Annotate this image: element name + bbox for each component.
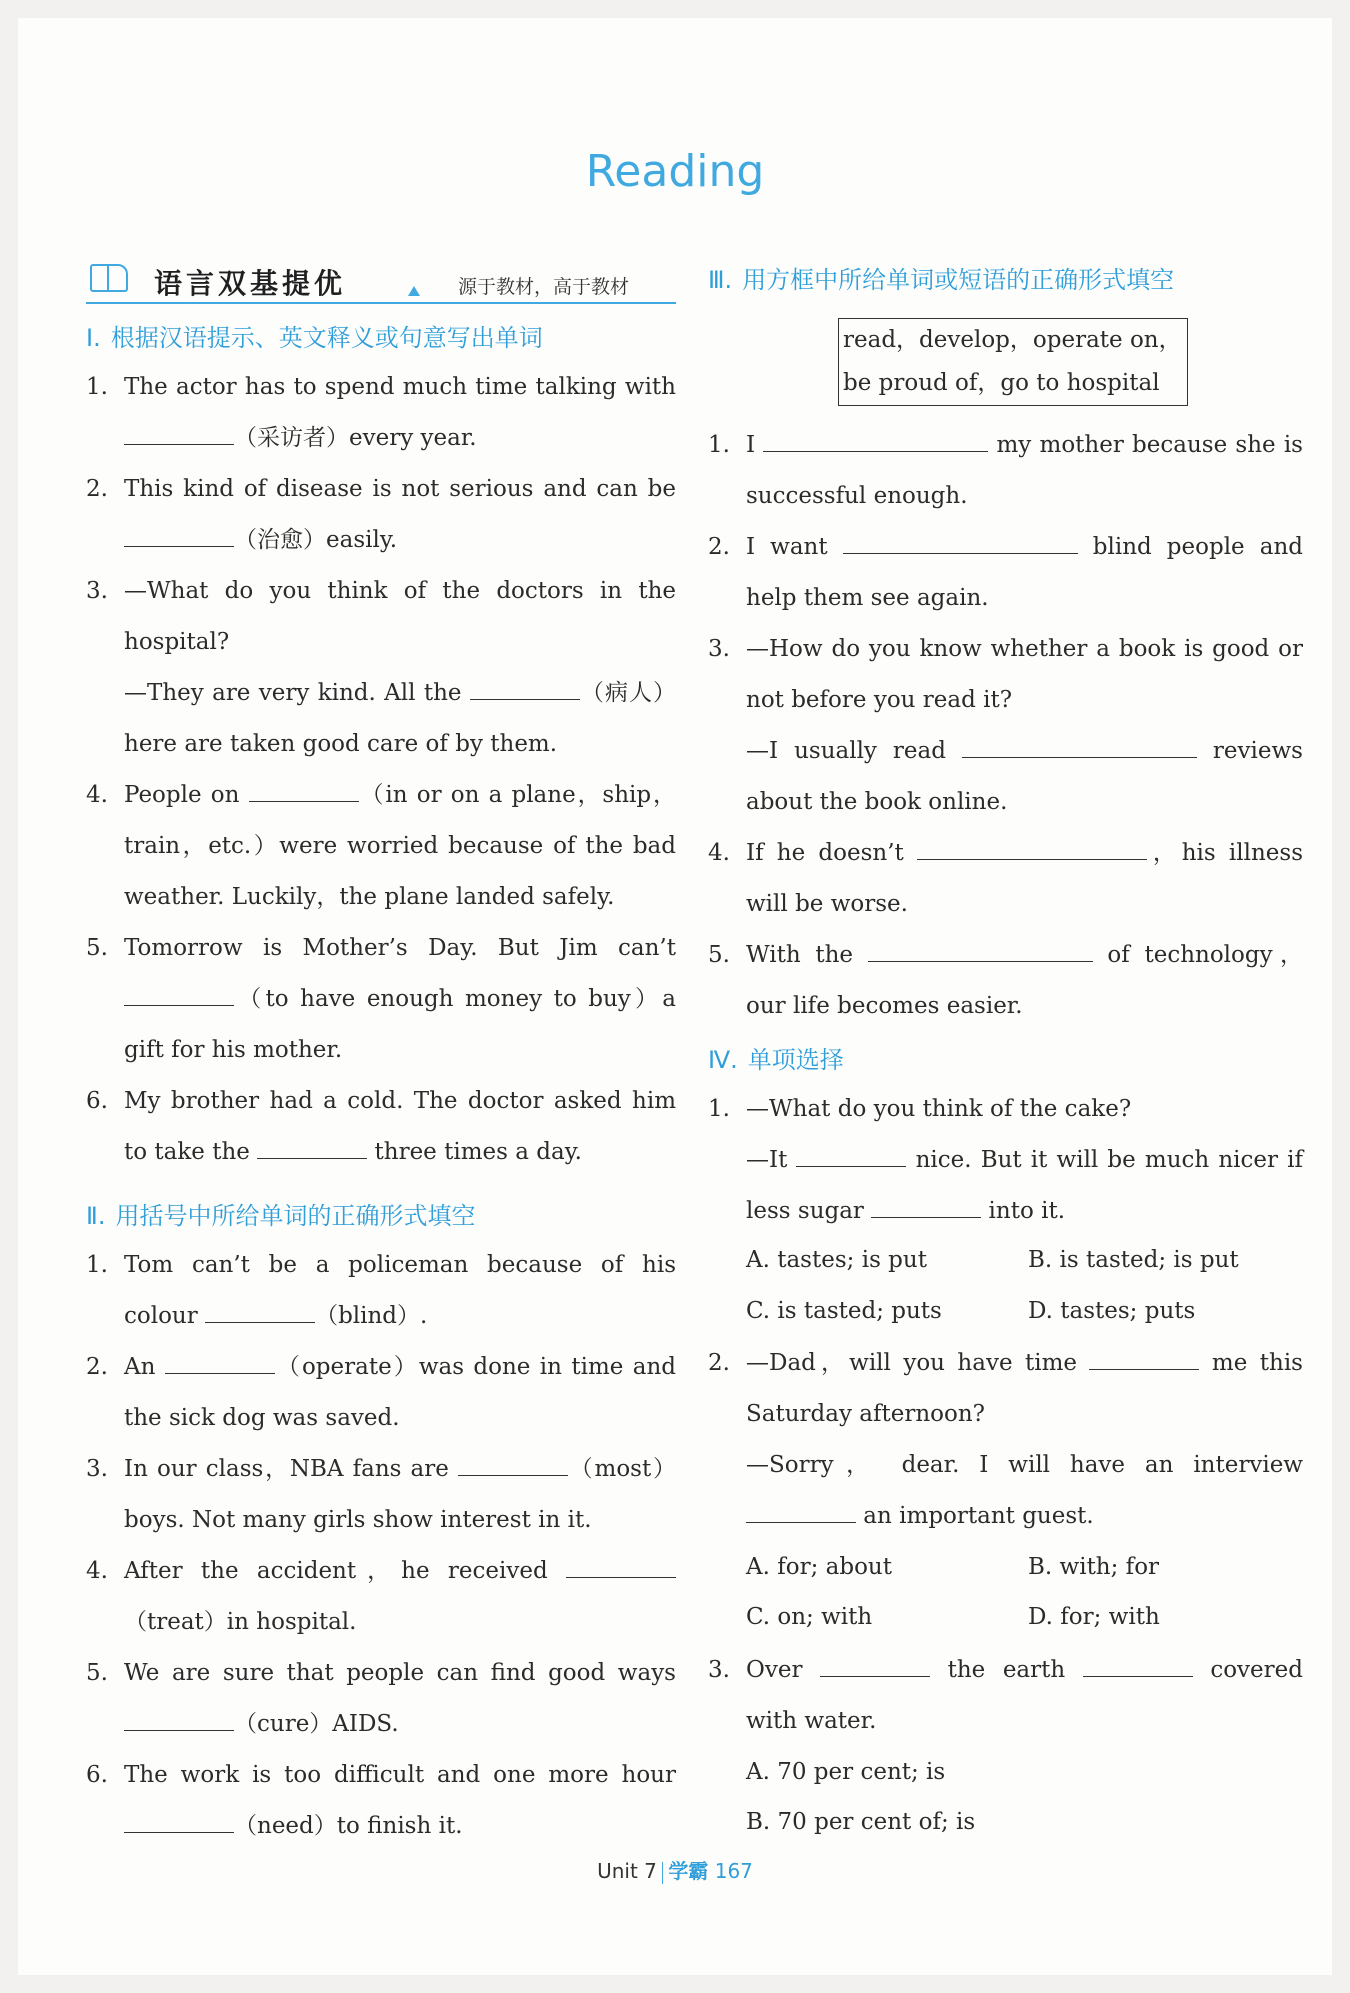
question-number: 1. (86, 1252, 108, 1278)
question-text: of technology，our life becomes easier. (746, 942, 1303, 1019)
question-number: 1. (86, 374, 108, 400)
question-text: An (124, 1354, 165, 1380)
question-number: 2. (708, 1350, 730, 1376)
mcq-question (708, 1338, 1303, 1542)
question (86, 770, 676, 923)
question-text: The work is too difficult and one more hour (124, 1762, 676, 1788)
question-text: —What do you think of the cake? (746, 1096, 1132, 1122)
question (86, 464, 676, 566)
question-number: 5. (86, 1660, 108, 1686)
page (18, 18, 1332, 1975)
option-a[interactable]: A. for; about (746, 1554, 892, 1580)
question (708, 930, 1303, 1032)
question-text: Tomorrow is Mother’s Day. But Jim can’t (124, 935, 676, 961)
question-text: If he doesn’t (746, 840, 917, 866)
question-number: 3. (86, 1456, 108, 1482)
section-2-heading (86, 1196, 475, 1231)
page-number: 167 (714, 1859, 753, 1883)
question-number: 3. (708, 1657, 730, 1683)
question-number: 3. (86, 578, 108, 604)
question-number: 4. (86, 782, 108, 808)
banner-title: 语言双基提优 (154, 267, 347, 300)
question-text: （病人）here are taken good care of by them. (124, 680, 677, 757)
question-number: 5. (708, 942, 730, 968)
section-1-heading (86, 318, 543, 353)
option-c[interactable]: C. on; with (746, 1604, 873, 1630)
section-number: Ⅳ. (708, 1046, 738, 1074)
answer-blank[interactable] (205, 1302, 315, 1323)
answer-blank[interactable] (566, 1557, 676, 1578)
word-box-line: be proud of，go to hospital (843, 370, 1160, 396)
question (86, 566, 676, 770)
answer-blank[interactable] (820, 1656, 930, 1677)
question-number: 3. (708, 636, 730, 662)
answer-blank[interactable] (868, 941, 1093, 962)
question-text: three times a day. (367, 1139, 582, 1165)
question (86, 1750, 676, 1852)
question-text: （采访者）every year. (234, 425, 477, 451)
question-text: —What do you think of the doctors in the hospital? (124, 578, 676, 655)
question-text: （treat）in hospital. (124, 1609, 357, 1635)
question-text: covered with water. (746, 1657, 1303, 1734)
answer-blank[interactable] (249, 781, 359, 802)
answer-blank[interactable] (763, 431, 988, 452)
question-text: （cure）AIDS. (234, 1711, 399, 1737)
question-number: 6. (86, 1088, 108, 1114)
answer-blank[interactable] (124, 526, 234, 547)
question-text: blind people and help them see again. (746, 534, 1303, 611)
question-number: 4. (86, 1558, 108, 1584)
answer-blank[interactable] (124, 985, 234, 1006)
question (86, 1546, 676, 1648)
answer-blank[interactable] (124, 424, 234, 445)
question-text: —How do you know whether a book is good or not before you read it? (746, 636, 1303, 713)
question (708, 828, 1303, 930)
question-text: （to have enough money to buy）a gift for his mother. (124, 986, 676, 1063)
answer-blank[interactable] (257, 1138, 367, 1159)
question-text: （in or on a plane，ship，train，etc.）were worried because of the bad weather. Luckily，the plane landed safely. (124, 782, 677, 910)
question-number: 4. (708, 840, 730, 866)
question-text: the earth (930, 1657, 1083, 1683)
answer-blank[interactable] (470, 679, 580, 700)
question-number: 5. (86, 935, 108, 961)
answer-blank[interactable] (165, 1353, 275, 1374)
unit-label: Unit 7 (597, 1859, 657, 1883)
question-text: （most）boys. Not many girls show interest in it. (124, 1456, 677, 1533)
question-text: In our class，NBA fans are (124, 1456, 458, 1482)
answer-blank[interactable] (796, 1146, 906, 1167)
question-text: My brother had a cold. The doctor asked him to take the (124, 1088, 676, 1165)
question-number: 1. (708, 432, 730, 458)
question-text: Tom can’t be a policeman because of his colour (124, 1252, 676, 1329)
option-b[interactable]: B. with; for (1028, 1554, 1160, 1580)
question (86, 1648, 676, 1750)
question-text: People on (124, 782, 249, 808)
question-text: With the (746, 942, 868, 968)
question (86, 923, 676, 1076)
question (86, 1444, 676, 1546)
option-d[interactable]: D. for; with (1028, 1604, 1160, 1630)
question-text: This kind of disease is not serious and can be (124, 476, 676, 502)
word-box (838, 318, 1188, 406)
answer-blank[interactable] (917, 839, 1147, 860)
question-text: ，his illness will be worse. (746, 840, 1303, 917)
triangle-icon (408, 286, 420, 296)
answer-blank[interactable] (124, 1710, 234, 1731)
option-a[interactable]: A. tastes; is put (746, 1247, 927, 1273)
footer-divider (662, 1862, 664, 1884)
mcq-question (708, 1084, 1303, 1237)
question-text: —Dad，will you have time (746, 1350, 1090, 1376)
question (708, 420, 1303, 522)
answer-blank[interactable] (458, 1455, 568, 1476)
word-box-line: read，develop，operate on， (843, 327, 1182, 353)
section-label: 根据汉语提示、英文释义或句意写出单词 (110, 324, 543, 352)
question-number: 2. (86, 476, 108, 502)
question-text: Over (746, 1657, 821, 1683)
section-label: 用方框中所给单词或短语的正确形式填空 (742, 266, 1175, 294)
question (708, 624, 1303, 828)
section-3-heading (708, 260, 1174, 295)
option-b[interactable]: B. 70 per cent of; is (746, 1809, 976, 1835)
answer-blank[interactable] (962, 737, 1197, 758)
question (86, 1342, 676, 1444)
answer-blank[interactable] (746, 1502, 856, 1523)
question-text: I (746, 432, 764, 458)
section-number: Ⅰ. (86, 324, 101, 352)
question-text: me this Saturday afternoon? (746, 1350, 1303, 1427)
option-d[interactable]: D. tastes; puts (1028, 1298, 1196, 1324)
question-text: nice. But it will be much nicer if less sugar (746, 1147, 1304, 1224)
answer-blank[interactable] (871, 1197, 981, 1218)
question-text: my mother because she is successful enough. (746, 432, 1303, 509)
question (86, 1076, 676, 1178)
question-text: （operate）was done in time and the sick dog was saved. (124, 1354, 677, 1431)
book-icon (90, 264, 128, 292)
question-text: —It (746, 1147, 797, 1173)
option-a[interactable]: A. 70 per cent; is (746, 1759, 946, 1785)
option-c[interactable]: C. is tasted; puts (746, 1298, 942, 1324)
question-text: —I usually read (746, 738, 962, 764)
page-footer (18, 1855, 1332, 1884)
banner-subtitle: 源于教材，高于教材 (458, 276, 630, 298)
question-number: 2. (708, 534, 730, 560)
section-banner (86, 262, 676, 304)
question (86, 1240, 676, 1342)
question-number: 1. (708, 1096, 730, 1122)
option-b[interactable]: B. is tasted; is put (1028, 1247, 1239, 1273)
answer-blank[interactable] (124, 1812, 234, 1833)
page-title: Reading (585, 146, 765, 197)
question-text: We are sure that people can find good ways (124, 1660, 676, 1686)
section-4-heading (708, 1040, 844, 1075)
question-text: reviews about the book online. (746, 738, 1303, 815)
question-text: into it. (981, 1198, 1066, 1224)
question-number: 6. (86, 1762, 108, 1788)
question-text: After the accident，he received (124, 1558, 566, 1584)
answer-blank[interactable] (1083, 1656, 1193, 1677)
question-text: （blind）. (315, 1303, 428, 1329)
section-number: Ⅲ. (708, 266, 733, 294)
question-text: （need）to finish it. (234, 1813, 463, 1839)
question-text: —They are very kind. All the (124, 680, 470, 706)
question-text: I want (746, 534, 843, 560)
section-label: 用括号中所给单词的正确形式填空 (115, 1202, 476, 1230)
question (86, 362, 676, 464)
section-label: 单项选择 (747, 1046, 844, 1074)
mcq-question (708, 1645, 1303, 1747)
question-text: （治愈）easily. (234, 527, 398, 553)
section-number: Ⅱ. (86, 1202, 106, 1230)
answer-blank[interactable] (1089, 1349, 1199, 1370)
brand-label: 学霸 (668, 1859, 709, 1883)
question (708, 522, 1303, 624)
question-text: —Sorry， dear. I will have an interview (746, 1452, 1303, 1478)
question-text: an important guest. (856, 1503, 1094, 1529)
question-text: The actor has to spend much time talking with (124, 374, 676, 400)
answer-blank[interactable] (843, 533, 1078, 554)
question-number: 2. (86, 1354, 108, 1380)
